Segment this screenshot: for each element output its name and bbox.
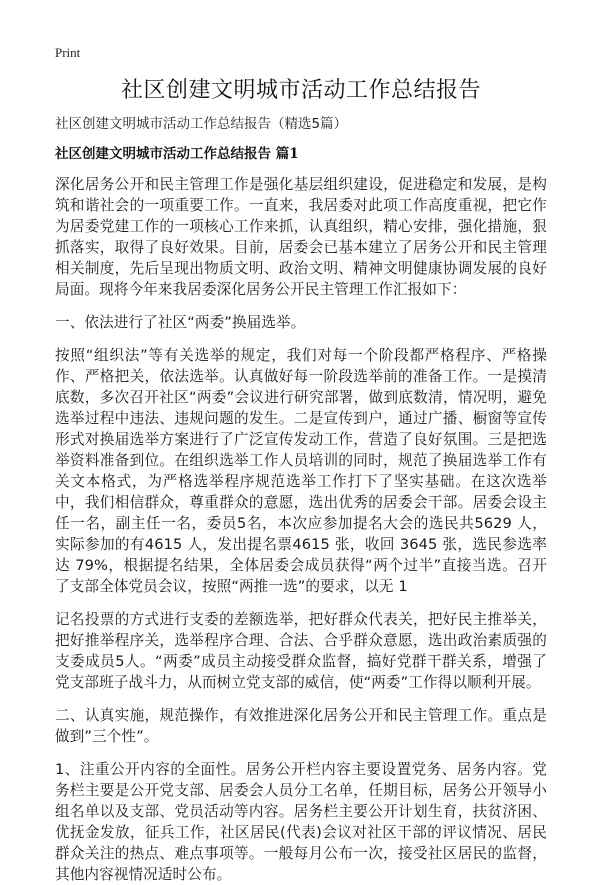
document-title: 社区创建文明城市活动工作总结报告 (120, 78, 481, 103)
print-label[interactable]: Print (55, 45, 81, 60)
paragraph-election: 按照“组织法”等有关选举的规定，我们对每一个阶段都严格程序、严格操作、严格把关，依法选举。认真做好每一阶段选举前的准备工作。一是摸清底数，多次召开社区“两委”会议进行研究部署，做到底数清，情况明，避免选举过程中违法、违规问题的发生。二是宣传到户，通过广播、橱窗等宣传形式对换届选举方案进行了广泛宣传发动工作，营造了良好氛围。三是把选举资料准备到位。在组织选举工作人员培训的同时，规范了换届选举工作有关文本格式，为严格选举程序规范选举工作打下了坚实基础。在这次选举中，我们相信群众，尊重群众的意愿，选出优秀的居委会干部。居委会设主任一名，副主任一名，委员5名，本次应参加提名大会的选民共5629 人，实际参加的有4615 人，发出提名票4615 张，收回 3645 张，选民参选率达 79%，根据提名结果，全体居委会成员获得“两个过半”直接当选。召开了支部全体党员会议，按照“两推一选”的要求，以无 1 (55, 347, 547, 595)
paragraph-heading-2: 二、认真实施，规范操作，有效推进深化居务公开和民主管理工作。重点是做到”三个性”。 (55, 707, 547, 745)
document-page (55, 44, 547, 885)
paragraph-branch-election: 记名投票的方式进行支委的差额选举，把好群众代表关，把好民主推举关，把好推举程序关，选举程序合理、合法、合乎群众意愿，选出政治素质强的支委成员5人。“两委”成员主动接受群众监督，搞好党群干群关系，增强了党支部班子战斗力，从而树立党支部的威信，使“两委”工作得以顺利开展。 (55, 611, 547, 691)
document-subtitle: 社区创建文明城市活动工作总结报告（精选5篇） (55, 116, 348, 132)
paragraph-intro: 深化居务公开和民主管理工作是强化基层组织建设，促进稳定和发展，是构筑和谐社会的一项重要工作。一直来，我居委对此项工作高度重视，把它作为居委党建工作的一项核心工作来抓，认真组织，精心安排，强化措施，狠抓落实，取得了良好效果。目前，居委会已基本建立了居务公开和民主管理相关制度，先后呈现出物质文明、政治文明、精神文明健康协调发展的良好局面。现将今年来我居委深化居务公开民主管理工作汇报如下： (55, 176, 547, 298)
paragraph-heading-1: 一、依法进行了社区“两委”换届选举。 (55, 314, 306, 331)
paragraph-content-comprehensive: 1、注重公开内容的全面性。居务公开栏内容主要设置党务、居务内容。党务栏主要是公开党支部、居委会人员分工名单，任期目标，居务公开领导小组名单以及支部、党员活动等内容。居务栏主要公开计划生育，扶贫济困、优抚金发放，征兵工作，社区居民(代表)会议对社区干部的评议情况、居民群众关注的热点、难点事项等。一般每月公布一次，接受社区居民的监督，其他内容视情况适时公布。 (55, 761, 547, 883)
section-heading: 社区创建文明城市活动工作总结报告 篇1 (55, 146, 299, 162)
